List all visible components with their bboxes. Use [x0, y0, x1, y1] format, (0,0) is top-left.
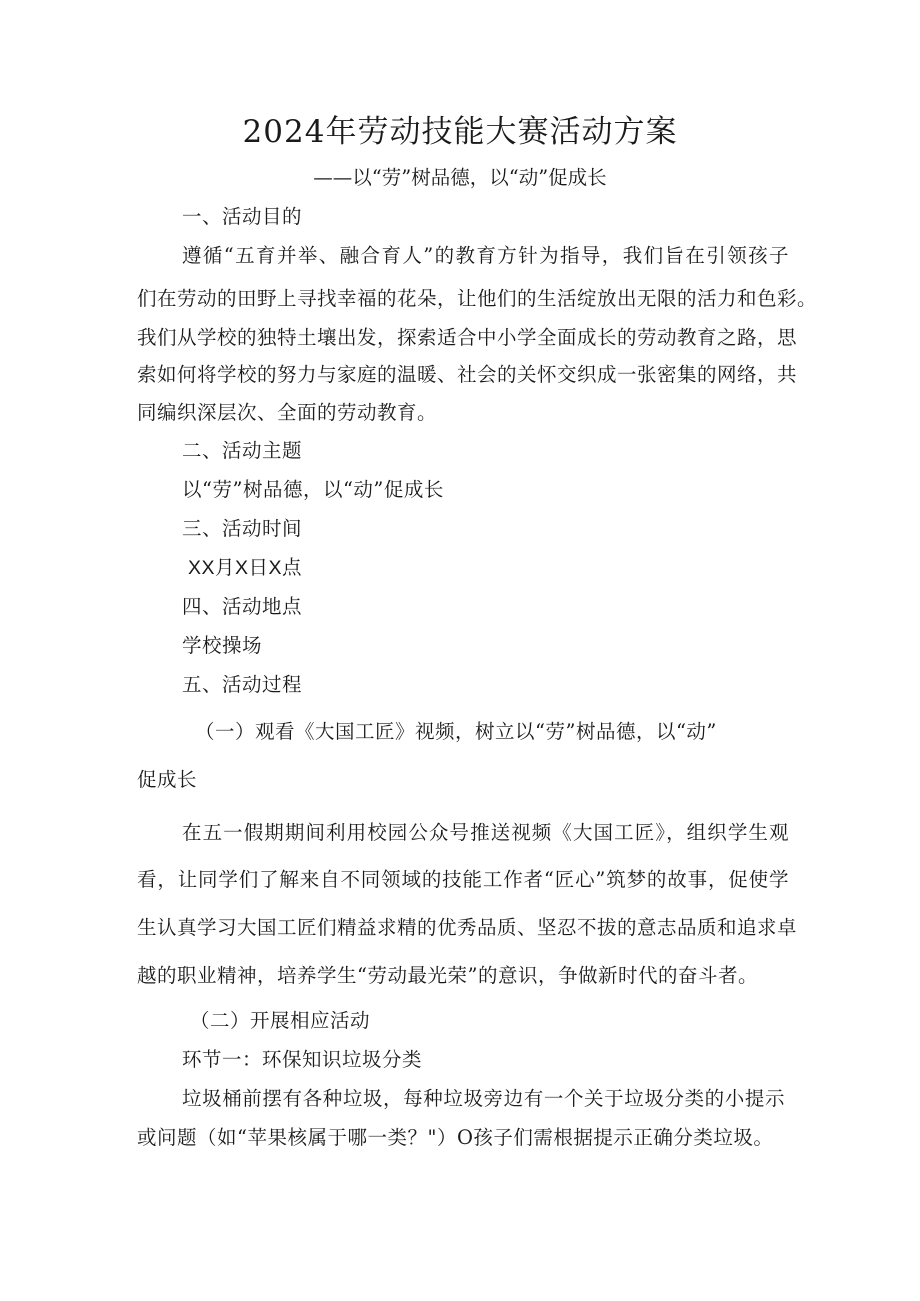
paragraph-purpose-line-3: 我们从学校的独特土壤出发，探索适合中小学全面成长的劳动教育之路，思	[137, 326, 798, 349]
paragraph-sorting-line-1: 垃圾桶前摆有各种垃圾，每种垃圾旁边有一个关于垃圾分类的小提示	[182, 1087, 785, 1110]
paragraph-purpose-line-2: 们在劳动的田野上寻找幸福的花朵，让他们的生活绽放出无限的活力和色彩。	[137, 287, 818, 310]
section-body-time: XX月X日X点	[188, 557, 303, 579]
paragraph-video-line-3: 生认真学习大国工匠们精益求精的优秀品质、坚忍不拔的意志品质和追求卓	[137, 916, 798, 939]
paragraph-video-line-4: 越的职业精神，培养学生“劳动最光荣”的意识，争做新时代的奋斗者。	[137, 964, 758, 987]
paragraph-purpose-line-4: 索如何将学校的努力与家庭的温暖、社会的关怀交织成一张密集的网络，共	[137, 363, 798, 386]
paragraph-purpose-line-5: 同编织深层次、全面的劳动教育。	[137, 401, 438, 424]
subsection-heading-video-line-1: （一）观看《大国工匠》视频，树立以“劳”树品德，以“动”	[195, 720, 717, 743]
paragraph-video-line-2: 看，让同学们了解来自不同领域的技能工作者“匠心”筑梦的故事，促使学	[137, 868, 789, 891]
document-title: 2024年劳动技能大赛活动方案	[242, 114, 678, 150]
section-heading-location: 四、活动地点	[182, 595, 303, 618]
paragraph-video-line-1: 在五一假期期间利用校园公众号推送视频《大国工匠》，组织学生观	[182, 821, 789, 844]
section-heading-purpose: 一、活动目的	[182, 205, 303, 228]
paragraph-sorting-line-2: 或问题（如“苹果核属于哪一类？"）O孩子们需根据提示正确分类垃圾。	[137, 1126, 774, 1149]
section-heading-process: 五、活动过程	[182, 673, 303, 696]
section-heading-theme: 二、活动主题	[182, 439, 303, 462]
subsection-heading-activities: （二）开展相应活动	[190, 1009, 371, 1032]
section-body-theme: 以“劳”树品德，以“动”促成长	[182, 478, 444, 501]
paragraph-purpose-line-1: 遵循“五育并举、融合育人”的教育方针为指导，我们旨在引领孩子	[182, 244, 789, 267]
section-heading-time: 三、活动时间	[182, 517, 303, 540]
activity-heading-sorting: 环节一：环保知识垃圾分类	[182, 1048, 423, 1071]
subsection-heading-video-line-2: 促成长	[137, 768, 198, 791]
document-subtitle: ——以“劳”树品德，以“动”促成长	[313, 166, 607, 189]
section-body-location: 学校操场	[182, 634, 263, 657]
